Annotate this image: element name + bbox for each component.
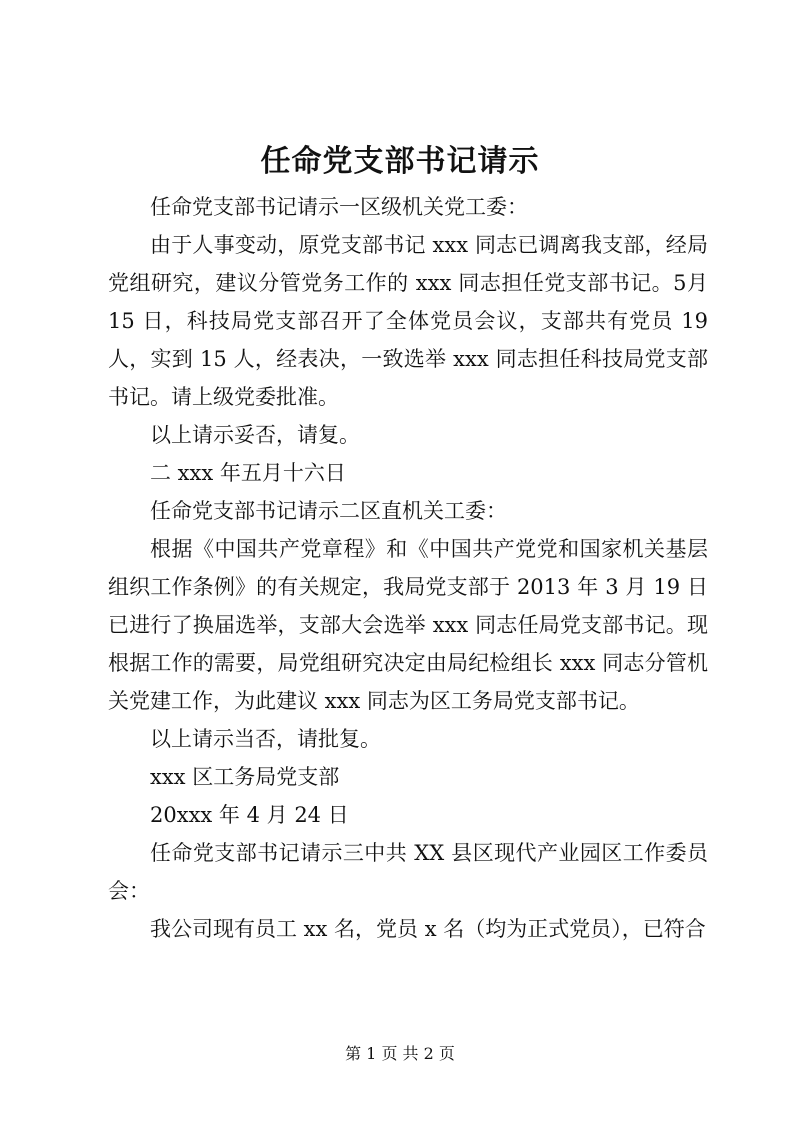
paragraph-date-2: 20xxx 年 4 月 24 日 (150, 803, 349, 827)
paragraph-body-3: 我公司现有员工 xx 名，党员 x 名（均为正式党员），已符合 (150, 917, 706, 941)
paragraph-closing-2: 以上请示当否，请批复。 (150, 727, 381, 751)
paragraph-body-1: 由于人事变动，原党支部书记 xxx 同志已调离我支部，经局党组研究，建议分管党务工作的 xxx 同志担任党支部书记。5月15 日，科技局党支部召开了全体党员会议，支部共有党员 19 人，实到 15 人，经表决，一致选举 xxx 同志担任科技局党支部书记。请上级党委批准。 (108, 233, 708, 409)
page-number-footer: 第 1 页 共 2 页 (345, 1044, 455, 1063)
paragraph-salutation-1: 任命党支部书记请示一区级机关党工委： (150, 195, 528, 219)
document-body (108, 188, 708, 948)
paragraph-date-1: 二 xxx 年五月十六日 (150, 461, 346, 485)
paragraph-closing-1: 以上请示妥否，请复。 (150, 423, 360, 447)
document-title: 任命党支部书记请示 (260, 144, 540, 179)
paragraph-signature-2: xxx 区工务局党支部 (150, 765, 340, 789)
paragraph-salutation-3: 任命党支部书记请示三中共 XX 县区现代产业园区工作委员会： (108, 841, 708, 903)
paragraph-salutation-2: 任命党支部书记请示二区直机关工委： (150, 499, 507, 523)
paragraph-body-2: 根据《中国共产党章程》和《中国共产党党和国家机关基层组织工作条例》的有关规定，我局党支部于 2013 年 3 月 19 日已进行了换届选举，支部大会选举 xxx 同志任局党支部书记。现根据工作的需要，局党组研究决定由局纪检组长 xxx 同志分管机关党建工作，为此建议 xxx 同志为区工务局党支部书记。 (108, 537, 708, 713)
